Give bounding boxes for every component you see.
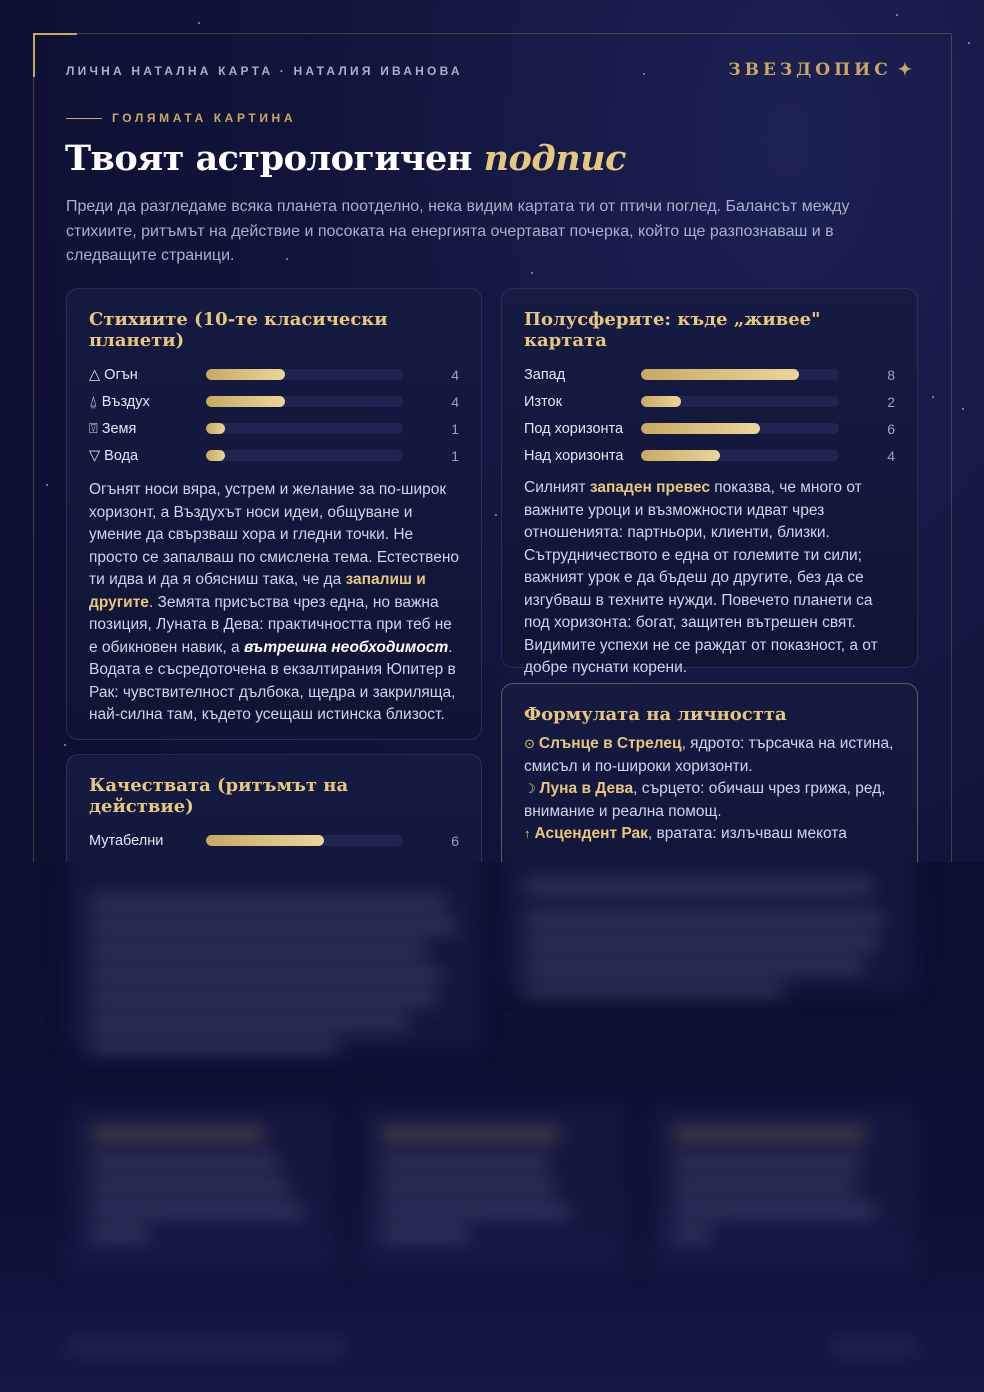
hemisphere-bar-label: Изток bbox=[524, 393, 562, 410]
formula-text: , вратата: излъчваш мекота bbox=[647, 825, 847, 842]
blurred-line bbox=[90, 1206, 305, 1215]
element-bar-row bbox=[89, 415, 459, 442]
element-bar-track bbox=[206, 450, 403, 461]
blurred-line bbox=[90, 1158, 280, 1167]
blurred-heading bbox=[380, 1128, 560, 1140]
hemisphere-bar-track bbox=[641, 369, 839, 380]
element-bar-fill bbox=[206, 423, 226, 434]
hemisphere-bar-label: Запад bbox=[524, 366, 566, 383]
hemisphere-bar-label: Под хоризонта bbox=[524, 420, 624, 437]
element-bar-row bbox=[89, 361, 459, 388]
brand-logo bbox=[728, 60, 916, 80]
blurred-line bbox=[672, 1206, 877, 1215]
hemisphere-bar-fill bbox=[641, 423, 760, 434]
blurred-line bbox=[524, 938, 879, 947]
hemisphere-bar-row bbox=[524, 361, 895, 388]
blurred-line bbox=[830, 1342, 918, 1351]
hemisphere-bar-label: Над хоризонта bbox=[524, 447, 624, 464]
element-bar-label: ▽ Вода bbox=[89, 447, 139, 464]
planet-symbol-icon: ☽ bbox=[524, 781, 536, 796]
blurred-line bbox=[88, 922, 458, 931]
blurred-line bbox=[88, 970, 443, 979]
blurred-line bbox=[66, 1342, 346, 1351]
element-bar-label: ⍙ Въздух bbox=[89, 393, 150, 410]
blurred-line bbox=[524, 962, 864, 971]
element-bar-row bbox=[89, 388, 459, 415]
elements-bars bbox=[89, 361, 459, 469]
formula-item bbox=[524, 823, 895, 846]
blurred-line bbox=[88, 946, 428, 955]
element-bar-fill bbox=[206, 369, 285, 380]
hemisphere-bar-track bbox=[641, 423, 839, 434]
blurred-line bbox=[524, 882, 874, 891]
elements-card bbox=[66, 288, 482, 740]
qualities-title: Качествата (ритъмът на действие) bbox=[89, 775, 349, 817]
blurred-heading bbox=[90, 1128, 265, 1140]
section-intro: Преди да разгледаме всяка планета поотделно, нека видим картата ти от птичи поглед. Балансът между стихиите, ритъмът на действие и посоката на енергията очертават почерка, който ще разпознаваш и в следващите страници. bbox=[66, 198, 850, 264]
hemispheres-bars bbox=[524, 361, 895, 469]
formula-key: Слънце в Стрелец bbox=[538, 735, 682, 752]
element-bar-label: ⍔ Земя bbox=[89, 420, 137, 437]
header-meta: ЛИЧНА НАТАЛНА КАРТА · НАТАЛИЯ ИВАНОВА bbox=[66, 64, 463, 78]
emphasis: вътрешна необходимост bbox=[244, 638, 449, 656]
blurred-line bbox=[88, 1042, 338, 1051]
quality-bar-value: 6 bbox=[451, 832, 459, 849]
element-bar-value: 1 bbox=[451, 447, 459, 464]
element-bar-track bbox=[206, 396, 403, 407]
hemisphere-bar-fill bbox=[641, 369, 799, 380]
eyebrow-rule bbox=[66, 118, 102, 119]
blurred-line bbox=[90, 1230, 150, 1239]
formula-item bbox=[524, 733, 895, 778]
formula-list bbox=[524, 733, 895, 846]
elements-text: Огънят носи вяра, устрем и желание за по-широк хоризонт, а Въздухът носи идеи, общуване и умение да свързваш хора и гледни точки. Не просто се запалваш по смислена тема. Естествено ти идва и да я обясниш така, че да запалиш и другите. Земята присъства чрез една, но важна позиция, Луната в Дева: практичността при теб не е обикновен навик, а вътрешна необходимост. Водата е съсредоточена в екзалтирания Юпитер в Рак: чувствителност дълбока, щедра и закриляща, най-силна там, където усещаш истинска близост. bbox=[89, 481, 460, 723]
star-decoration bbox=[198, 22, 200, 24]
hemispheres-text: Силният западен превес показва, че много от важните уроци и възможности идват чрез отношенията: партньори, клиенти, близки. Сътрудничеството е една от големите ти сили; важният урок е да бъдеш до другите, без да се изгубваш в техните нужди. Повечето планети са под хоризонта: богат, защитен вътрешен свят. Видимите успехи не се раждат от показност, а от добре пуснати корени. bbox=[524, 479, 878, 676]
hemisphere-bar-row bbox=[524, 442, 895, 469]
blurred-line bbox=[672, 1230, 712, 1239]
hemisphere-bar-value: 6 bbox=[887, 420, 895, 437]
formula-text: , сърцето: обичаш чрез грижа, ред, внимание и реална помощ. bbox=[524, 780, 886, 820]
blurred-heading bbox=[672, 1128, 867, 1140]
blurred-line bbox=[380, 1158, 550, 1167]
blurred-line bbox=[88, 994, 438, 1003]
blurred-line bbox=[380, 1182, 555, 1191]
hemisphere-bar-row bbox=[524, 415, 895, 442]
star-decoration bbox=[968, 42, 970, 44]
section-eyebrow: ГОЛЯМАТА КАРТИНА bbox=[112, 111, 297, 125]
highlight: запалиш и другите bbox=[89, 571, 426, 611]
element-bar-fill bbox=[206, 396, 285, 407]
hemispheres-title: Полусферите: къде „живее" картата bbox=[524, 309, 821, 351]
hemisphere-bar-fill bbox=[641, 450, 720, 461]
brand-name: ЗВЕЗДОПИС bbox=[728, 60, 892, 80]
element-bar-row bbox=[89, 442, 459, 469]
blurred-line bbox=[380, 1230, 470, 1239]
page-title bbox=[65, 138, 626, 179]
blurred-line bbox=[380, 1206, 570, 1215]
blurred-line bbox=[672, 1182, 857, 1191]
hemisphere-bar-fill bbox=[641, 396, 681, 407]
hemisphere-bar-track bbox=[641, 450, 839, 461]
star-decoration bbox=[962, 408, 964, 410]
planet-symbol-icon: ↑ bbox=[524, 826, 531, 841]
highlight: западен превес bbox=[589, 479, 710, 496]
sparkle-icon: ✦ bbox=[897, 60, 916, 80]
element-bar-track bbox=[206, 369, 403, 380]
hemisphere-bar-track bbox=[641, 396, 839, 407]
formula-text: , ядрото: търсачка на истина, смисъл и по-широки хоризонти. bbox=[524, 735, 894, 775]
blurred-content bbox=[0, 862, 984, 1392]
hemisphere-bar-value: 2 bbox=[887, 393, 895, 410]
title-main: Твоят астрологичен bbox=[65, 138, 484, 179]
quality-bar-row bbox=[89, 827, 459, 854]
formula-item bbox=[524, 778, 895, 823]
planet-symbol-icon: ⊙ bbox=[524, 736, 535, 751]
element-bar-label: △ Огън bbox=[89, 366, 138, 383]
blurred-line bbox=[90, 1182, 290, 1191]
element-bar-track bbox=[206, 423, 403, 434]
quality-bar-fill bbox=[206, 835, 324, 846]
element-bar-fill bbox=[206, 450, 226, 461]
star-decoration bbox=[896, 14, 898, 16]
quality-bar-label: Мутабелни bbox=[89, 832, 164, 849]
formula-key: Луна в Дева bbox=[539, 780, 634, 797]
formula-title: Формулата на личността bbox=[524, 704, 787, 725]
hemisphere-bar-value: 4 bbox=[887, 447, 895, 464]
element-bar-value: 4 bbox=[451, 393, 459, 410]
blurred-line bbox=[88, 898, 448, 907]
quality-bar-track bbox=[206, 835, 403, 846]
formula-key: Асцендент Рак bbox=[534, 825, 648, 842]
hemispheres-card bbox=[501, 288, 918, 676]
blurred-line bbox=[672, 1158, 862, 1167]
blurred-line bbox=[524, 986, 784, 995]
hemisphere-bar-row bbox=[524, 388, 895, 415]
blurred-line bbox=[88, 1018, 408, 1027]
blurred-line bbox=[524, 914, 884, 923]
blurred-preview-overlay bbox=[0, 862, 984, 1392]
hemisphere-bar-value: 8 bbox=[887, 366, 895, 383]
title-accent: подпис bbox=[483, 138, 626, 179]
elements-title: Стихиите (10-те класически планети) bbox=[89, 309, 388, 351]
element-bar-value: 4 bbox=[451, 366, 459, 383]
element-bar-value: 1 bbox=[451, 420, 459, 437]
